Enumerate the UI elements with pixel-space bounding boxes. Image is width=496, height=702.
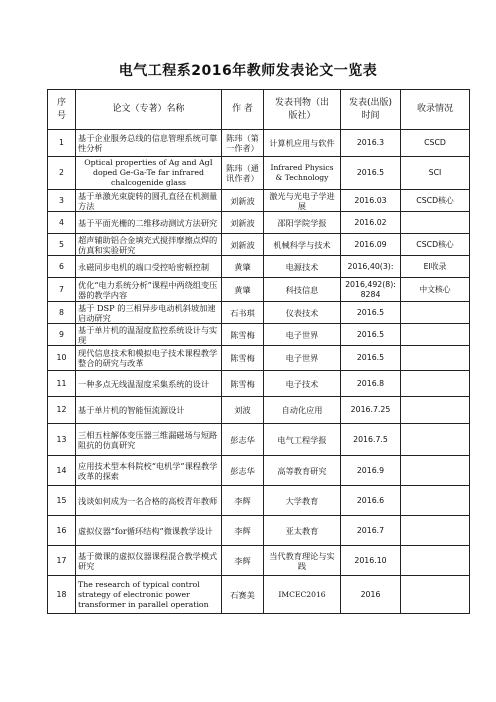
cell-date: 2016.10: [341, 546, 401, 576]
cell-date: 2016.5: [341, 346, 401, 371]
table-row: [48, 130, 470, 157]
cell-paper: 基于微课的虚拟仪器课程混合教学模式研究: [76, 546, 222, 576]
table-row: [48, 397, 470, 424]
cell-journal: 机械科学与技术: [264, 234, 341, 256]
cell-journal: 电气工程学报: [264, 424, 341, 456]
table-row: [48, 234, 470, 256]
cell-journal: 电源技术: [264, 256, 341, 278]
cell-no: 10: [48, 346, 76, 371]
cell-record: [401, 346, 470, 371]
cell-no: 6: [48, 256, 76, 278]
cell-record: [401, 576, 470, 614]
cell-no: 9: [48, 324, 76, 346]
cell-author: 黄肇: [222, 278, 264, 302]
cell-author: 李辉: [222, 546, 264, 576]
cell-paper: 三相五柱解体变压器三维漏磁场与短路阻抗的仿真研究: [76, 424, 222, 456]
table-row: [48, 190, 470, 212]
cell-record: [401, 546, 470, 576]
header-date: 发表(出版)时间: [341, 90, 401, 130]
cell-author: 陈玮（通讯作者）: [222, 157, 264, 190]
cell-author: 彭志华: [222, 456, 264, 486]
table-row: [48, 576, 470, 614]
cell-no: 11: [48, 371, 76, 397]
cell-paper: Optical properties of Ag and AgI doped Ge-Ga-Te far infrared chalcogenide glass: [76, 157, 222, 190]
cell-author: 石书琪: [222, 302, 264, 324]
header-record: 收录情况: [401, 90, 470, 130]
table-row: [48, 278, 470, 302]
cell-author: 刘新波: [222, 190, 264, 212]
papers-table: [47, 89, 470, 614]
cell-paper: 浅谈如何成为一名合格的高校青年教师: [76, 486, 222, 516]
cell-journal: 大学教育: [264, 486, 341, 516]
cell-record: [401, 456, 470, 486]
header-paper: 论文（专著）名称: [76, 90, 222, 130]
cell-journal: 科技信息: [264, 278, 341, 302]
cell-author: 陈雪梅: [222, 371, 264, 397]
cell-record: [401, 302, 470, 324]
cell-journal: 当代教育理论与实践: [264, 546, 341, 576]
cell-paper: 基于单激光束旋转的圆孔直径在机测量方法: [76, 190, 222, 212]
cell-author: 刘新波: [222, 212, 264, 234]
cell-date: 2016.03: [341, 190, 401, 212]
cell-date: 2016,40(3):: [341, 256, 401, 278]
cell-record: SCI: [401, 157, 470, 190]
cell-journal: 亚太教育: [264, 516, 341, 546]
cell-paper: The research of typical control strategy of electronic power transformer in parallel operation: [76, 576, 222, 614]
header-no: 序号: [48, 90, 76, 130]
cell-no: 3: [48, 190, 76, 212]
cell-record: [401, 212, 470, 234]
cell-paper: 一种多点无线温湿度采集系统的设计: [76, 371, 222, 397]
cell-author: 刘波: [222, 397, 264, 424]
table-row: [48, 456, 470, 486]
cell-author: 李辉: [222, 486, 264, 516]
cell-record: EI收录: [401, 256, 470, 278]
page-title: 电气工程系2016年教师发表论文一览表: [118, 63, 378, 79]
cell-journal: IMCEC2016: [264, 576, 341, 614]
table-row: [48, 324, 470, 346]
cell-no: 18: [48, 576, 76, 614]
cell-no: 1: [48, 130, 76, 157]
table-row: [48, 256, 470, 278]
cell-paper: 基于 DSP 的三相异步电动机斜坡加速启动研究: [76, 302, 222, 324]
cell-no: 12: [48, 397, 76, 424]
cell-author: 陈玮（第一作者）: [222, 130, 264, 157]
cell-journal: 计算机应用与软件: [264, 130, 341, 157]
cell-journal: 仪表技术: [264, 302, 341, 324]
table-row: [48, 546, 470, 576]
cell-paper: 基于企业服务总线的信息管理系统可靠性分析: [76, 130, 222, 157]
cell-no: 16: [48, 516, 76, 546]
cell-author: 陈雪梅: [222, 324, 264, 346]
cell-no: 5: [48, 234, 76, 256]
cell-record: [401, 324, 470, 346]
cell-journal: 激光与光电子学进展: [264, 190, 341, 212]
cell-date: 2016.5: [341, 302, 401, 324]
cell-no: 13: [48, 424, 76, 456]
cell-author: 刘新波: [222, 234, 264, 256]
cell-paper: 超声辅助铝合金填充式搅拌摩擦点焊的仿真和实验研究: [76, 234, 222, 256]
cell-author: 黄肇: [222, 256, 264, 278]
cell-record: [401, 486, 470, 516]
cell-paper: 永磁同步电机的端口受控哈密顿控制: [76, 256, 222, 278]
cell-paper: 应用技术型本科院校“电机学”课程教学改革的探索: [76, 456, 222, 486]
cell-journal: 电子技术: [264, 371, 341, 397]
cell-journal: 电子世界: [264, 324, 341, 346]
cell-author: 陈雪梅: [222, 346, 264, 371]
cell-no: 2: [48, 157, 76, 190]
table-row: [48, 424, 470, 456]
cell-date: 2016.09: [341, 234, 401, 256]
table-row: [48, 346, 470, 371]
cell-record: CSCD核心: [401, 234, 470, 256]
cell-record: CSCD核心: [401, 190, 470, 212]
cell-no: 7: [48, 278, 76, 302]
cell-paper: 现代信息技术和模拟电子技术课程教学整合的研究与改革: [76, 346, 222, 371]
cell-record: [401, 424, 470, 456]
cell-record: [401, 397, 470, 424]
cell-date: 2016.8: [341, 371, 401, 397]
cell-no: 4: [48, 212, 76, 234]
cell-record: 中文核心: [401, 278, 470, 302]
header-author: 作 者: [222, 90, 264, 130]
cell-date: 2016,492(8):8284: [341, 278, 401, 302]
table-row: [48, 516, 470, 546]
cell-paper: 虚拟仪器“for循环结构”微课教学设计: [76, 516, 222, 546]
cell-author: 李辉: [222, 516, 264, 546]
cell-date: 2016.5: [341, 324, 401, 346]
cell-no: 14: [48, 456, 76, 486]
cell-author: 彭志华: [222, 424, 264, 456]
cell-no: 17: [48, 546, 76, 576]
table-row: [48, 371, 470, 397]
cell-journal: 高等教育研究: [264, 456, 341, 486]
cell-date: 2016.02: [341, 212, 401, 234]
cell-journal: Infrared Physics & Technology: [264, 157, 341, 190]
cell-date: 2016.7.25: [341, 397, 401, 424]
cell-date: 2016.5: [341, 157, 401, 190]
cell-paper: 基于平面光栅的二维移动测试方法研究: [76, 212, 222, 234]
cell-date: 2016.7: [341, 516, 401, 546]
cell-record: [401, 516, 470, 546]
header-row: [48, 90, 470, 130]
cell-paper: 基于单片机的智能恒流源设计: [76, 397, 222, 424]
cell-paper: 基于单片机的温湿度监控系统设计与实现: [76, 324, 222, 346]
cell-date: 2016.7.5: [341, 424, 401, 456]
table-row: [48, 486, 470, 516]
cell-date: 2016.6: [341, 486, 401, 516]
table-row: [48, 302, 470, 324]
table-row: [48, 212, 470, 234]
cell-journal: 自动化应用: [264, 397, 341, 424]
header-journal: 发表刊物（出版社）: [264, 90, 341, 130]
cell-date: 2016.9: [341, 456, 401, 486]
cell-date: 2016: [341, 576, 401, 614]
cell-author: 石赛美: [222, 576, 264, 614]
cell-no: 8: [48, 302, 76, 324]
cell-journal: 电子世界: [264, 346, 341, 371]
cell-no: 15: [48, 486, 76, 516]
cell-journal: 邵阳学院学报: [264, 212, 341, 234]
cell-record: [401, 371, 470, 397]
cell-record: CSCD: [401, 130, 470, 157]
cell-date: 2016.3: [341, 130, 401, 157]
cell-paper: 优化“电力系统分析”课程中两绕组变压器的教学内容: [76, 278, 222, 302]
table-row: [48, 157, 470, 190]
